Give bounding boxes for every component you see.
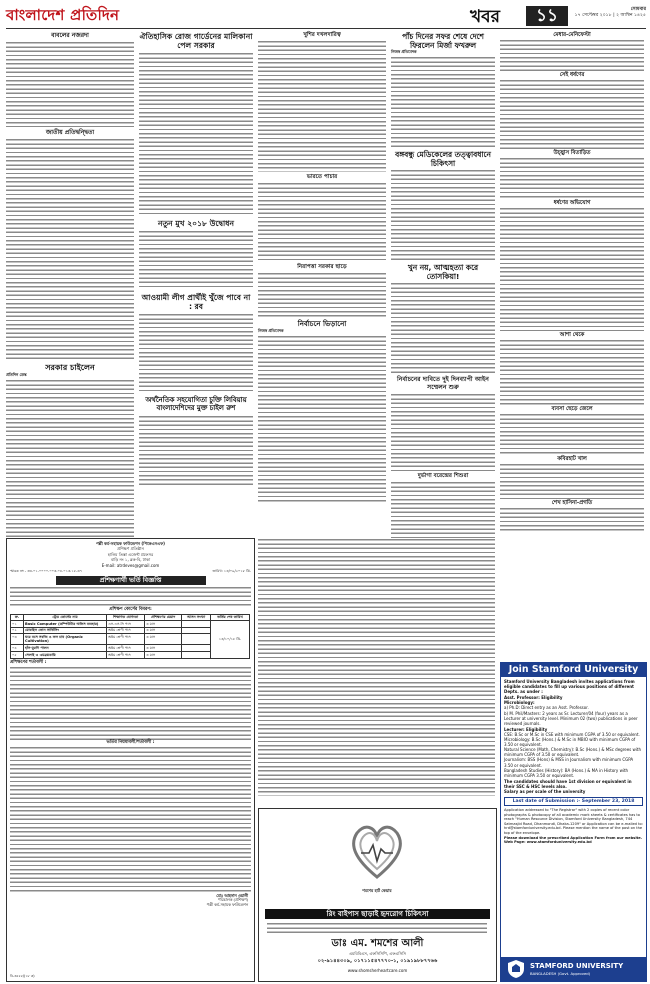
- column-5: [500, 32, 644, 572]
- article-body: [6, 379, 134, 539]
- cell: অষ্টম শ্রেণী পাস: [107, 634, 145, 645]
- clinic-tagline: রিং বাইপাস ছাড়াই হৃদরোগ চিকিৎসা: [265, 909, 490, 919]
- column-3: [258, 32, 386, 532]
- cell: ০৩: [11, 634, 24, 645]
- heart-logo: [347, 815, 407, 901]
- column-3-lower: [258, 538, 495, 800]
- article-body: [500, 79, 644, 149]
- cell: [182, 621, 211, 628]
- col-header: আসন সংখ্যা: [182, 614, 211, 621]
- article-body: [500, 157, 644, 199]
- clinic-doctor: ডাঃ এম. শমশের আলী: [331, 938, 424, 949]
- cell: [182, 627, 211, 634]
- byline: নিজস্ব প্রতিবেদক: [258, 328, 284, 333]
- org-email: E-mail: atrdeves@gmail.com: [101, 562, 160, 568]
- course-table: [10, 614, 250, 659]
- cell: ৩ মাস: [145, 645, 182, 652]
- headline-bharote: ভারতে পাচার: [306, 174, 338, 180]
- article-body: [391, 169, 495, 261]
- cell: [182, 652, 211, 659]
- cell: ১৩/১০/১৮ খ্রি.: [211, 621, 250, 658]
- headline-dhorshon: সেই ধর্ষণের: [559, 72, 585, 78]
- headline-babal: বাবলের নজরদা: [51, 32, 89, 39]
- clinic-ad: [258, 808, 497, 982]
- article-body: [258, 538, 495, 796]
- article-body: [258, 335, 386, 503]
- article-body: [258, 40, 386, 172]
- university-subtitle: BANGLADESH (Govt. Approved): [530, 971, 591, 976]
- table-header-row: [11, 614, 250, 621]
- table-title: প্রশিক্ষণ কোর্সের বিবরণ:: [109, 606, 152, 612]
- stamford-ad: [500, 662, 647, 982]
- headline-nirbachon-dabi: নির্বাচনের দাবিতে দুই দিনব্যাপী আইন সম্মেলন শুরু: [397, 375, 489, 391]
- cell: এস.এস.সি পাস: [107, 621, 145, 628]
- ad-org-header: [7, 539, 254, 568]
- column-1: [6, 32, 134, 532]
- clinic-degrees: এমবিবিএস, এফসিসিপি, এফএসিসি: [349, 951, 406, 956]
- cell: সেলাই ও এমব্রয়ডারি: [24, 652, 107, 659]
- ref-number: স্মারক নং - ৩৩.০১.০০০০.০০৩.০৪.০১৩.১৮-৩৭: [10, 569, 83, 574]
- headline-byabsa: ব্যবসা ছেড়ে জেলে: [551, 406, 593, 412]
- headline-nirapotta: নিরাপত্তা সরকার ছাড়ে: [297, 264, 347, 270]
- cell: [182, 645, 211, 652]
- cell: ৩ মাস: [145, 627, 182, 634]
- headline-notun-mukh: নতুন মুখ ২০১৮ উদ্বোধন: [157, 219, 235, 228]
- clinic-phones: ০২-৯১৪৪৩০৯, ০১৭১১৫৪৭৭৭০-১, ০১৯১৯৮৮৭৭৬৬: [317, 958, 438, 964]
- stamford-deadline: Last date of Submission :- September 23, 2018: [504, 797, 643, 806]
- headline-sarkar: সরকার চাইলেন: [45, 363, 95, 372]
- ad-ref-row: [7, 568, 254, 575]
- date: ১৭ সেপ্টেম্বর ২০১৮ | ২ আশ্বিন ১৪২৫: [574, 13, 646, 18]
- stamford-title: Join Stamford University: [501, 663, 646, 677]
- headline-durbhaga: দুর্ভাগা বরেন্দ্রের শিশুরা: [417, 472, 469, 479]
- ad-intro: [10, 586, 251, 606]
- university-name: STAMFORD UNIVERSITY: [530, 962, 624, 970]
- headline-obhijog: ধর্ষণের অভিযোগ: [553, 200, 591, 206]
- byline: নিজস্ব প্রতিবেদক: [391, 49, 417, 54]
- headline-awami-league: আওয়ামী লীগ প্রার্থীই খুঁজে পাবে না : রব: [141, 293, 251, 311]
- headline-jatiyo: জাতীয় প্রতিদ্বন্দ্বিতা: [45, 129, 95, 136]
- asst-prof-a: a) Ph.D: Direct entry as an Asst. Professor.: [504, 705, 589, 711]
- rules-body: [10, 666, 251, 740]
- cell: ৩ মাস: [145, 652, 182, 659]
- cell: ০১: [11, 621, 24, 628]
- heart-icon: [347, 815, 407, 885]
- apply-instructions: Application addressed to "The Registrar" with 2 copies of recent color photographs & photocopy of all academic mark sheets & certificates has to reach "Human Resource Division, Stamford University Bangladesh, 744 Satmasjid Road, Dhanmondi, Dhaka-1209" or Application can be e-mailed to: hrd@stamforduniversity.edu.bd. Please mention the name of the post on the top of the envelope.: [504, 808, 643, 836]
- cell: ৩ মাস: [145, 634, 182, 645]
- asst-prof-b: b) M. Phil/Masters: 2 years as Sr. Lecturer/04 (four) years as a Lecturer at university level. Minimum 02 (two) publications in peer reviewed journals.: [504, 710, 638, 726]
- lecturer-title: Lecturer: Eligibility: [504, 726, 548, 732]
- article-body: [258, 272, 386, 318]
- cell: ০২: [11, 627, 24, 634]
- headline-mirza-fakhrul: পাঁচ দিনের সফর শেষে দেশে ফিরলেন মির্জা ফখরুল: [402, 32, 484, 50]
- headline-bangabandhu-medical: বঙ্গবন্ধু মেডিকেলের তত্ত্বাবধানে চিকিৎসা: [395, 149, 491, 168]
- asst-prof-dept: Microbiology:: [504, 700, 535, 706]
- admission-title: ভর্তির নিয়মাবলী/শর্তাবলী :: [106, 739, 155, 745]
- clinic-services: [267, 922, 487, 936]
- section-title: খবর: [470, 7, 500, 27]
- ad-title: প্রশিক্ষণার্থী ভর্তি বিজ্ঞপ্তি: [56, 576, 206, 585]
- signatory-name: মোঃ আহসান ওয়ালী: [216, 892, 248, 898]
- masthead: [6, 6, 646, 29]
- asst-prof-title: Asst. Professor: Eligibility: [504, 695, 563, 701]
- dateline: [574, 7, 646, 19]
- cell: [182, 634, 211, 645]
- headline-rose-garden: ঐতিহাসিক রোজ গার্ডেনের মালিকানা পেল সরকার: [139, 32, 253, 50]
- download-note: Please download the prescribed Application Form from our website. Web Page: www.stamforduniversity.edu.bd: [504, 835, 643, 845]
- article-body: [391, 393, 495, 471]
- ad-code: বি-৩৫৫৫/(১৮ ক): [10, 974, 35, 979]
- column-2: [139, 32, 253, 532]
- org-line: হালিম তিস্তা এজেন্ট প্রফেসর: [107, 551, 154, 557]
- article-body: [139, 415, 253, 485]
- lecturer-journalism: Journalism: BSS (Hons) & MSS in Journalism with minimum CGPA 3.50 or equivalent.: [504, 757, 634, 768]
- stamford-note: The candidates should have 1st division or equivalent in their SSC & HSC levels also.: [504, 778, 632, 789]
- article-body: [139, 52, 253, 216]
- cell: অষ্টম শ্রেণী পাস: [107, 652, 145, 659]
- col-header: ক্র.: [11, 614, 24, 621]
- article-body: [500, 463, 644, 499]
- cell: হাঁস-মুরগি পালন: [24, 645, 107, 652]
- lecturer-natsci: Natural Science (Math, Chemistry): B.Sc (Hons.) & MSc degrees with minimum CGPA of 3.50 or equivalent.: [504, 747, 642, 758]
- stamford-intro: Stamford University Bangladesh invites applications from eligible candidates to fill up various positions of different Depts. as under :: [504, 679, 635, 695]
- article-body: [500, 207, 644, 331]
- university-crest-icon: [506, 959, 526, 979]
- signatory-title: পরিচালক (প্রশিক্ষণ): [217, 897, 248, 903]
- stamford-body: [501, 677, 646, 796]
- article-body: [500, 39, 644, 71]
- stamford-apply: [501, 807, 646, 846]
- headline-nirbachone: নির্বাচনে ভিড়ানো: [297, 320, 347, 328]
- cell: অষ্টম শ্রেণী পাস: [107, 645, 145, 652]
- col-header: ট্রেড কোর্সের নাম: [24, 614, 107, 621]
- article-body: [139, 313, 253, 393]
- table-row: [11, 621, 250, 628]
- page-number: ১১: [526, 6, 568, 26]
- headline-khun-noy: খুন নয়, আত্মহত্যা করে তোসকিয়া!: [407, 262, 479, 281]
- article-body: [139, 230, 253, 290]
- stamford-logo-text: [530, 962, 623, 976]
- org-line: বাড়ি নং ১, ব্লক-বি, ঢাকা: [110, 557, 151, 563]
- col-header: প্রশিক্ষণের মেয়াদ: [145, 614, 182, 621]
- cell: ০৪: [11, 645, 24, 652]
- lecturer-mbio: Microbiology: B.Sc (Hons.) & M.Sc in MBIO with minimum CGPA of 3.50 or equivalent.: [504, 737, 636, 748]
- byline: প্রতিদিন ডেস্ক: [6, 372, 27, 377]
- lecturer-history: Bangladesh Studies (History): BA (Hons.) & MA in History with minimum CGPA 3.50 or equivalent.: [504, 767, 629, 778]
- cell: Basic Computer (কম্পিউটার অফিস ব্যবহার): [24, 621, 107, 628]
- lecturer-cse: CSE: B.Sc or M.Sc in CSE with minimum CGPA of 3.50 or equivalent.: [504, 731, 640, 737]
- clinic-brand: শমশের হার্ট কেয়ার: [362, 887, 392, 893]
- stamford-logo-bar: [501, 957, 646, 981]
- admission-body: [10, 746, 251, 894]
- article-body: [391, 56, 495, 148]
- article-body: [391, 282, 495, 374]
- article-body: [500, 339, 644, 405]
- headline-asha: আশা থেকে: [559, 332, 585, 338]
- training-admission-ad: [6, 538, 255, 982]
- headline-khushir: খুশির দখলদারিত্ব: [303, 32, 341, 38]
- rules-title: প্রশিক্ষণের শর্তাবলী :: [10, 659, 47, 665]
- cell: ৩ মাস: [145, 621, 182, 628]
- headline-medha: মেধার-মেনিফেস্টা: [553, 32, 591, 38]
- col-header: শিক্ষাগত যোগ্যতা: [107, 614, 145, 621]
- org-name: পল্লী কর্ম-সহায়ক ফাউন্ডেশন (পিকেএসএফ): [96, 541, 165, 546]
- headline-sheikh-hasina: শেখ হাসিনা-প্রগতি: [551, 500, 593, 506]
- signatory-org: পল্লী কর্ম-সহায়ক ফাউন্ডেশন: [206, 902, 248, 908]
- article-body: [6, 41, 134, 127]
- newspaper-brand: বাংলাদেশ প্রতিদিন: [6, 6, 120, 24]
- headline-uchchhash: উচ্ছ্বাস বিতাড়িত: [553, 150, 591, 156]
- signoff: [7, 894, 254, 908]
- headline-kabirhat: কবিরহাট খাল: [557, 456, 587, 462]
- cell: ঘরে বসে সবজি ও ফল চাষ (Organic Cultivation): [24, 634, 107, 645]
- cell: অষ্টম শ্রেণী পাস: [107, 627, 145, 634]
- ref-date: তারিখ: ১৩/০৯/২০১৮ খ্রি.: [212, 569, 251, 574]
- col-header: ভর্তির শেষ তারিখ: [211, 614, 250, 621]
- cell: মোবাইল ফোন সার্ভিসিং: [24, 627, 107, 634]
- weekday: সোমবার: [630, 7, 646, 12]
- cell: ০৫: [11, 652, 24, 659]
- headline-libya: অর্থনৈতিক সহযোগিতা চুক্তি লিবিয়ায় বাংলাদেশিদের মুক্ত চাইল রুশ: [145, 396, 247, 413]
- article-body: [500, 413, 644, 455]
- org-line: প্রশিক্ষণ প্রতিষ্ঠান: [117, 546, 144, 552]
- article-body: [6, 138, 134, 360]
- article-body: [500, 507, 644, 533]
- stamford-salary: Salary as per scale of the university: [504, 788, 586, 794]
- article-body: [258, 182, 386, 262]
- clinic-web: www.shomsherheartcare.com: [347, 968, 408, 973]
